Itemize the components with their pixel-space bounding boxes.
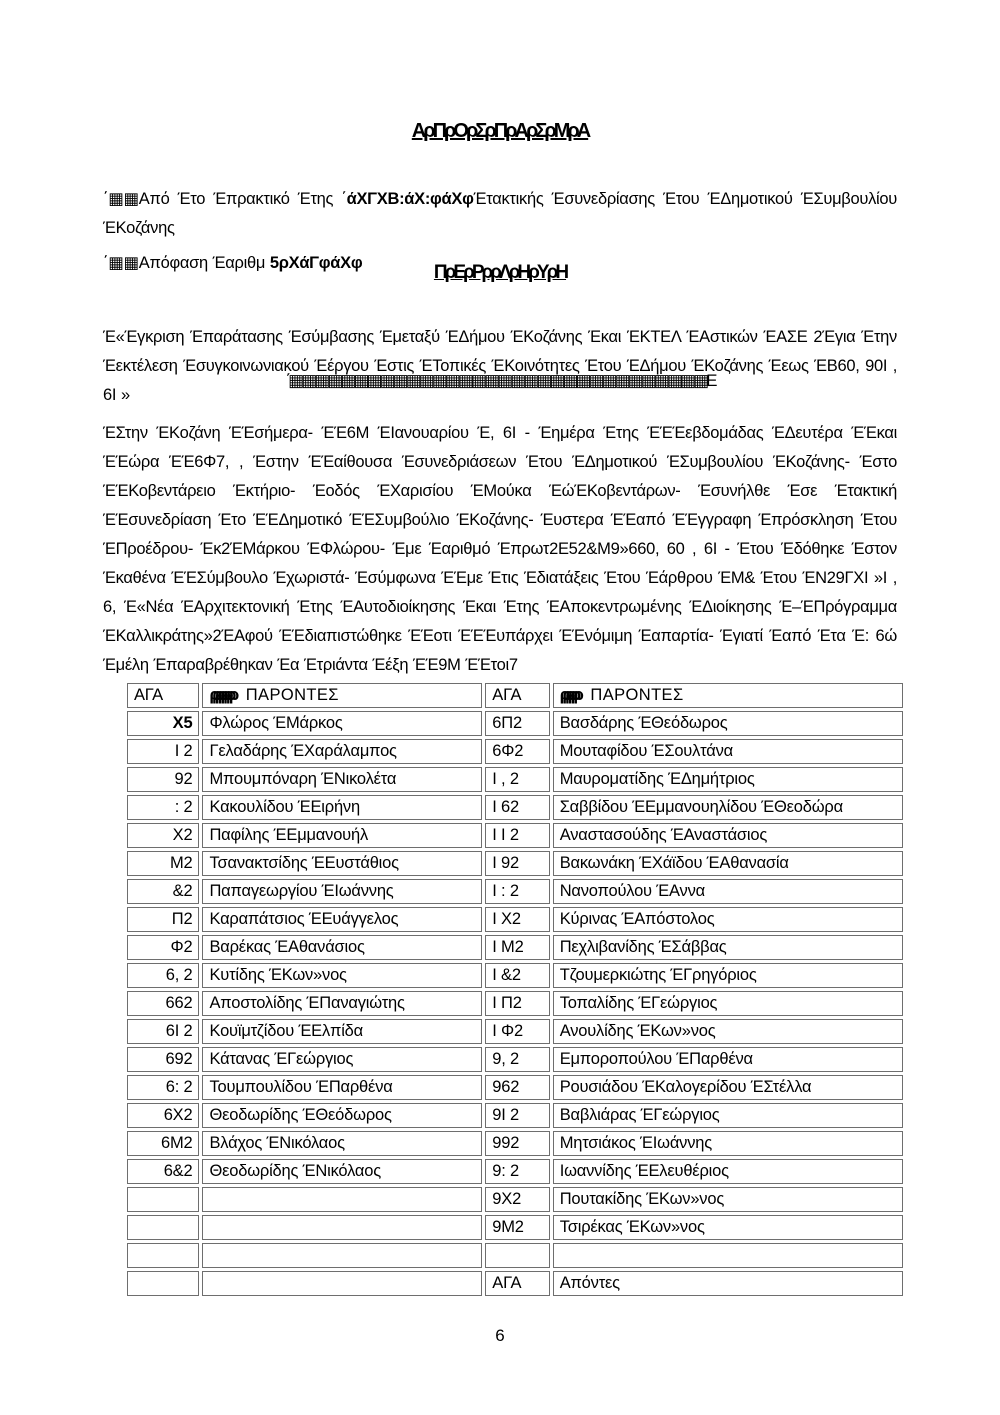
member-name-cell: Τουμπουλίδου ΈΠαρθένα — [202, 1075, 482, 1100]
attendance-table-body — [127, 711, 903, 1296]
member-name-cell: Βαβλιάρας ΈΓεώργιος — [553, 1103, 903, 1128]
table-row — [127, 739, 903, 764]
member-name-cell: Εμποροπούλου ΈΠαρθένα — [553, 1047, 903, 1072]
member-number-cell: 6Φ2 — [485, 739, 549, 764]
member-number-cell: 962 — [485, 1075, 549, 1100]
member-name-cell: Βαρέκας ΈΑθανάσιος — [202, 935, 482, 960]
decision-number-pre: ΄▦▦Απόφαση Έαριθμ — [103, 253, 270, 272]
member-number-cell: 992 — [485, 1131, 549, 1156]
member-number-cell: Π2 — [127, 907, 199, 932]
member-number-cell: Μ2 — [127, 851, 199, 876]
garbled-divider-row: ΄▦▦▦▦▦▦▦▦▦▦▦▦▦▦▦▦▦▦▦▦▦▦▦▦▦▦▦▦▦▦▦▦Ε — [285, 371, 715, 390]
member-number-cell: Χ2 — [127, 823, 199, 848]
member-name-cell: Ανουλίδης ΈΚων»νος — [553, 1019, 903, 1044]
table-row — [127, 1159, 903, 1184]
member-number-cell: &2 — [127, 879, 199, 904]
header-number-left: ΑΓΑ — [127, 683, 199, 708]
document-title: ΑρΠρΟρΣρΠρΑρΣρΜρΑ — [411, 120, 589, 142]
table-row — [127, 767, 903, 792]
member-name-cell: Κακουλίδου ΈΕιρήνη — [202, 795, 482, 820]
member-number-cell — [127, 1243, 199, 1268]
table-row — [127, 907, 903, 932]
member-number-cell: Χ5 — [127, 711, 199, 736]
table-row — [127, 991, 903, 1016]
member-name-cell: Βλάχος ΈΝικόλαος — [202, 1131, 482, 1156]
member-number-cell: 6&2 — [127, 1159, 199, 1184]
member-number-cell: Ι , 2 — [485, 767, 549, 792]
member-number-cell: 6Π2 — [485, 711, 549, 736]
member-name-cell: Μουταφίδου ΈΣουλτάνα — [553, 739, 903, 764]
excerpt-intro-paragraph — [103, 185, 897, 243]
table-row — [127, 935, 903, 960]
member-name-cell: Φλώρος ΈΜάρκος — [202, 711, 482, 736]
table-row — [127, 711, 903, 736]
member-number-cell — [127, 1271, 199, 1296]
member-name-cell: Πεχλιβανίδης ΈΣάββας — [553, 935, 903, 960]
member-number-cell: 92 — [127, 767, 199, 792]
garbled-rho-cluster: ρρρρρρ — [559, 686, 577, 704]
header-present-right — [553, 683, 903, 708]
member-number-cell: Ι 2 — [127, 739, 199, 764]
member-number-cell: 6, 2 — [127, 963, 199, 988]
garbled-rho-cluster: ρρρρρρρρ — [209, 686, 232, 704]
member-name-cell: Κάτανας ΈΓεώργιος — [202, 1047, 482, 1072]
member-name-cell: Σαββίδου ΈΕμμανουηλίδου ΈΘεοδώρα — [553, 795, 903, 820]
member-name-cell: Κυτίδης ΈΚων»νος — [202, 963, 482, 988]
member-name-cell: Ρουσιάδου ΈΚαλογερίδου ΈΣτέλλα — [553, 1075, 903, 1100]
member-number-cell: 6Μ2 — [127, 1131, 199, 1156]
member-name-cell: Απόντες — [553, 1271, 903, 1296]
member-number-cell: Ι Χ2 — [485, 907, 549, 932]
table-row — [127, 1243, 903, 1268]
member-number-cell: 9Χ2 — [485, 1187, 549, 1212]
member-number-cell: 662 — [127, 991, 199, 1016]
session-date-garbled: άΧΓΧΒ:άΧ:φάΧφ — [346, 189, 474, 208]
member-number-cell: Ι Φ2 — [485, 1019, 549, 1044]
decision-number-garbled: 5ρΧάΓφάΧφ — [269, 253, 363, 272]
member-name-cell: Βακωνάκη ΈΧάϊδου ΈΑθανασία — [553, 851, 903, 876]
attendance-table — [124, 680, 906, 1299]
header-present-left — [202, 683, 482, 708]
member-name-cell: Πουτακίδης ΈΚων»νος — [553, 1187, 903, 1212]
table-row — [127, 1271, 903, 1296]
member-number-cell: 6Ι 2 — [127, 1019, 199, 1044]
member-number-cell: ΑΓΑ — [485, 1271, 549, 1296]
session-description-paragraph: ΈΣτην ΈΚοζάνη ΈΈσήμερα- ΈΈ6Μ ΈΙανουαρίου Έ, 6Ι - Έημέρα Έτης ΈΈΈεβδομάδας ΈΔευτέρα ΈΈκαι ΈΈώρα ΈΈ6Φ7, , Έστην ΈΈαίθουσα Έσυνεδριάσεων Έτου ΈΔημοτικού ΈΣυμβουλίου ΈΚοζάνης- Έστο ΈΈΚοβεντάρειο Έκτήριο- Έοδός ΈΧαρισίου ΈΜούκα ΈώΈΚοβεντάρων- Έσυνήλθε Έσε Έτακτική ΈΈσυνεδρίαση Έτο ΈΈΔημοτικό ΈΈΣυμβούλιο ΈΚοζάνης- Έυστερα ΈΈαπό ΈΈγγραφη Έπρόσκληση Έτου ΈΠροέδρου- Έκ2ΈΜάρκου ΈΦλώρου- Έμε Έαριθμό Έπρωτ2Ε52&Μ9»660, 60 , 6Ι - Έτου Έδόθηκε Έστον Έκαθένα ΈΈΣύμβουλο Έχωριστά- Έσύμφωνα ΈΈμε Έτις Έδιατάξεις Έτου Έάρθρου ΈΜ& Έτου ΈΝ29ΓΧΙ »Ι , 6, Έ«Νέα ΈΑρχιτεκτονική Έτης ΈΑυτοδιοίκησης Έκαι Έτης ΈΑποκεντρωμένης ΈΔιοίκησης Έ–ΈΠρόγραμμα ΈΚαλλικράτης»2ΈΑφού ΈΈδιαπιστώθηκε ΈΈοτι ΈΈΈυπάρχει ΈΈνόμιμη Έαπαρτία- Έγιατί Έαπό Έτα Έ: 6ώ Έμέλη Έπαραβρέθηκαν Έα Έτριάντα Έέξη ΈΈ9Μ ΈΈτοι7 — [103, 423, 897, 674]
member-name-cell: Παφίλης ΈΕμμανουήλ — [202, 823, 482, 848]
member-name-cell: Νανοπούλου ΈΑννα — [553, 879, 903, 904]
member-number-cell: 692 — [127, 1047, 199, 1072]
present-label: ΠΑΡΟΝΤΕΣ — [245, 686, 339, 704]
member-number-cell — [127, 1215, 199, 1240]
member-number-cell: 6Χ2 — [127, 1103, 199, 1128]
member-name-cell: Τσιρέκας ΈΚων»νος — [553, 1215, 903, 1240]
member-number-cell: Ι Μ2 — [485, 935, 549, 960]
member-name-cell: Γελαδάρης ΈΧαράλαμπος — [202, 739, 482, 764]
member-name-cell — [202, 1215, 482, 1240]
member-name-cell: Τσανακτσίδης ΈΕυστάθιος — [202, 851, 482, 876]
attendance-header-row — [127, 683, 903, 708]
header-number-right: ΑΓΑ — [485, 683, 549, 708]
table-row — [127, 963, 903, 988]
table-row — [127, 1019, 903, 1044]
table-row — [127, 1075, 903, 1100]
member-name-cell: Αναστασούδης ΈΑναστάσιος — [553, 823, 903, 848]
page-number: 6 — [495, 1326, 505, 1345]
member-name-cell — [553, 1243, 903, 1268]
table-row — [127, 1103, 903, 1128]
member-name-cell — [202, 1187, 482, 1212]
member-number-cell — [485, 1243, 549, 1268]
member-name-cell: Τζουμερκιώτης ΈΓρηγόριος — [553, 963, 903, 988]
member-number-cell: : 2 — [127, 795, 199, 820]
member-name-cell: Ιωαννίδης ΈΕλευθέριος — [553, 1159, 903, 1184]
member-number-cell — [127, 1187, 199, 1212]
subject-paragraph: Έ«Έγκριση Έπαράτασης Έσύμβασης Έμεταξύ ΈΔήμου ΈΚοζάνης Έκαι ΈΚΤΕΛ ΈΑστικών ΈΑΣΕ 2Έγια Έτην Έεκτέλεση Έσυγκοινωνιακού Έέργου Έστις ΈΤοπικές ΈΚοινότητες Έτου ΈΔήμου ΈΚοζάνης Έεως ΈΒ60, 90Ι , 6Ι » — [103, 327, 897, 404]
excerpt-intro-post: Έτακτικής Έσυνεδρίασης Έτου ΈΔημοτικού ΈΣυμβουλίου ΈΚοζάνης — [103, 189, 897, 237]
member-name-cell: Βασδάρης ΈΘεόδωρος — [553, 711, 903, 736]
table-row — [127, 1187, 903, 1212]
present-label: ΠΑΡΟΝΤΕΣ — [590, 686, 684, 704]
member-name-cell: Μπουμπόναρη ΈΝικολέτα — [202, 767, 482, 792]
member-name-cell: Θεοδωρίδης ΈΝικόλαος — [202, 1159, 482, 1184]
member-name-cell — [202, 1243, 482, 1268]
table-row — [127, 795, 903, 820]
member-number-cell: 9Ι 2 — [485, 1103, 549, 1128]
table-row — [127, 1047, 903, 1072]
member-number-cell: Ι &2 — [485, 963, 549, 988]
member-number-cell: 9: 2 — [485, 1159, 549, 1184]
member-number-cell: Ι : 2 — [485, 879, 549, 904]
member-number-cell: 9Μ2 — [485, 1215, 549, 1240]
member-name-cell: Κύρινας ΈΑπόστολος — [553, 907, 903, 932]
table-row — [127, 823, 903, 848]
table-row — [127, 851, 903, 876]
member-name-cell: Παπαγεωργίου ΈΙωάννης — [202, 879, 482, 904]
member-number-cell: Ι Ι 2 — [485, 823, 549, 848]
excerpt-intro-pre: ΄▦▦Από Έτο Έπρακτικό Έτης ΄ — [103, 189, 347, 208]
table-row — [127, 1215, 903, 1240]
member-number-cell: Φ2 — [127, 935, 199, 960]
member-name-cell: Τοπαλίδης ΈΓεώργιος — [553, 991, 903, 1016]
member-number-cell: Ι 62 — [485, 795, 549, 820]
member-name-cell: Κουϊμτζίδου ΈΕλπίδα — [202, 1019, 482, 1044]
member-number-cell: 6: 2 — [127, 1075, 199, 1100]
member-number-cell: 9, 2 — [485, 1047, 549, 1072]
member-name-cell — [202, 1271, 482, 1296]
member-name-cell: Αποστολίδης ΈΠαναγιώτης — [202, 991, 482, 1016]
member-name-cell: Θεοδωρίδης ΈΘεόδωρος — [202, 1103, 482, 1128]
summary-heading: ΠρΕρΡρρΛρΗρΥρΗ — [433, 262, 567, 283]
member-name-cell: Μαυροματίδης ΈΔημήτριος — [553, 767, 903, 792]
member-number-cell: Ι 92 — [485, 851, 549, 876]
table-row — [127, 1131, 903, 1156]
member-number-cell: Ι Π2 — [485, 991, 549, 1016]
table-row — [127, 879, 903, 904]
member-name-cell: Καραπάτσιος ΈΕυάγγελος — [202, 907, 482, 932]
member-name-cell: Μητσιάκος ΈΙωάννης — [553, 1131, 903, 1156]
